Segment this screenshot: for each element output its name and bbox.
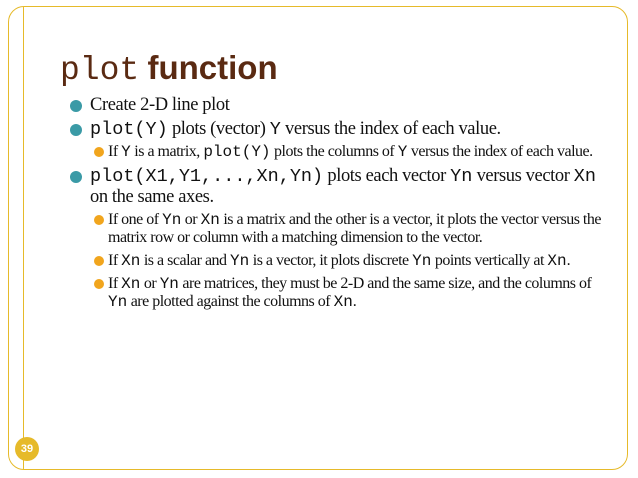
bullet-create-plot <box>68 95 608 116</box>
sub-bullet-dot-icon <box>94 215 104 225</box>
code-snippet: Xn <box>200 211 220 229</box>
bullet-list <box>68 95 608 316</box>
bullet-text: is a matrix and the other is a vector, it plots the vector versus the matrix row or column with a matching dimension to the vector. <box>108 211 601 246</box>
code-snippet: Yn <box>108 293 128 311</box>
bullet-text: plots each vector <box>323 166 451 186</box>
bullet-text: points vertically at <box>431 252 548 269</box>
bullet-plot-y <box>68 119 608 140</box>
code-snippet: Yn <box>450 166 473 187</box>
code-snippet: Xn <box>121 275 141 293</box>
code-snippet: Yn <box>412 252 432 270</box>
bullet-text: versus the index of each value. <box>407 143 593 160</box>
bullet-text: is a matrix, <box>130 143 204 160</box>
sub-bullet-matrix-y <box>92 143 608 161</box>
code-snippet: plot(Y) <box>203 143 271 161</box>
bullet-text: are plotted against the columns of <box>127 293 334 310</box>
bullet-text: . <box>566 252 571 269</box>
bullet-text: Create 2-D line plot <box>90 95 230 115</box>
sub-bullet-scalar <box>92 252 608 270</box>
code-snippet: Yn <box>159 275 179 293</box>
title-word: function <box>147 49 278 86</box>
code-snippet: plot(X1,Y1,...,Xn,Yn) <box>90 166 324 187</box>
sub-bullet-matrices <box>92 275 608 311</box>
bullet-text: is a vector, it plots discrete <box>249 252 413 269</box>
code-snippet: plot(Y) <box>90 119 168 140</box>
left-rule-decoration <box>23 7 24 469</box>
bullet-text: is a scalar and <box>140 252 231 269</box>
bullet-text: or <box>181 211 201 228</box>
code-snippet: Xn <box>121 252 141 270</box>
bullet-dot-icon <box>70 100 82 112</box>
sub-bullet-dot-icon <box>94 147 104 157</box>
page-number-badge: 39 <box>15 437 39 461</box>
title-code: plot <box>60 52 140 89</box>
bullet-text: If one of <box>108 211 163 228</box>
code-snippet: Y <box>269 119 281 140</box>
sub-bullet-dot-icon <box>94 279 104 289</box>
bullet-text: are matrices, they must be 2-D and the same size, and the columns of <box>178 275 592 292</box>
bullet-plot-multi <box>68 166 608 208</box>
bullet-text: versus the index of each value. <box>280 119 501 139</box>
code-snippet: Yn <box>162 211 182 229</box>
sub-bullet-matrix-vector <box>92 211 608 247</box>
bullet-text: If <box>108 252 122 269</box>
bullet-text: plots the columns of <box>270 143 398 160</box>
bullet-text: If <box>108 143 122 160</box>
code-snippet: Yn <box>230 252 250 270</box>
bullet-text: versus vector <box>472 166 574 186</box>
bullet-text: on the same axes. <box>90 187 214 207</box>
bullet-dot-icon <box>70 124 82 136</box>
code-snippet: Xn <box>333 293 353 311</box>
bullet-text: . <box>352 293 357 310</box>
slide-title <box>60 48 278 91</box>
bullet-text: If <box>108 275 122 292</box>
code-snippet: Xn <box>573 166 596 187</box>
code-snippet: Y <box>121 143 131 161</box>
sub-bullet-dot-icon <box>94 256 104 266</box>
code-snippet: Xn <box>547 252 567 270</box>
bullet-text: plots (vector) <box>167 119 270 139</box>
code-snippet: Y <box>397 143 408 161</box>
bullet-dot-icon <box>70 171 82 183</box>
bullet-text: or <box>140 275 160 292</box>
